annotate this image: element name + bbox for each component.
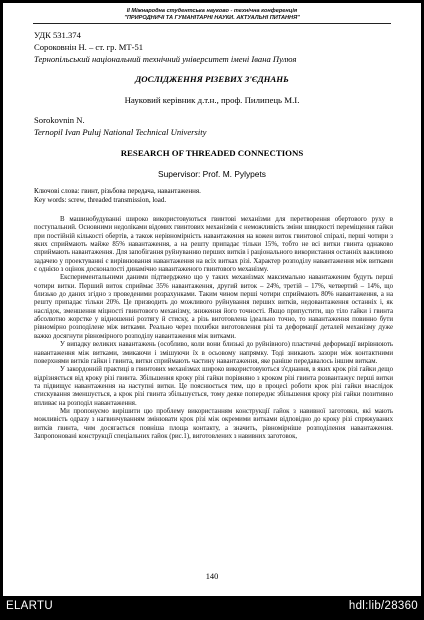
header-divider	[33, 23, 391, 24]
title-en: RESEARCH OF THREADED CONNECTIONS	[120, 148, 304, 158]
supervisor-en: Supervisor: Prof. M. Pylypets	[158, 169, 266, 179]
author-en: Sorokovnin N.	[34, 115, 85, 125]
author-ua: Сороковнін Н. – ст. гр. МТ-51	[34, 42, 144, 52]
title-ua: ДОСЛІДЖЕННЯ РІЗЕВИХ З'ЄДНАНЬ	[135, 74, 289, 84]
paragraph: Експериментальними даними підтверджено що у таких механізмах максимально навантаженим будуть перші чотири витки. Перший виток сприймає 35% навантаження, другий виток – 24%, третій – 17%, четвертий – 14%, що близько до даних згідно з проведеними розрахунками. Таким чином перші чотири сприймають 80% навантаження, а на решту припадає тільки 20%. Це призводить до можливого руйнування перших витків, недовантаження останніх і, як наслідок, зменшення міцності гвинтового механізму, зниження його точності. Якщо припустити, що тіло гайки і гвинта абсолютно жорстке у відношенні розтягу й стиску, а різь виготовлена ідеально точно, то навантаження повинно бути рівномірно розподілене між витками. Реально через похибки виготовлення різі та деформації деталей механізму дуже важко досягнути рівномірного розподілу навантаження між витками.	[34, 274, 393, 340]
udc-code: УДК 531.374	[34, 30, 81, 40]
paragraph: Ми пропонуємо вирішити цю проблему використанням конструкції гайок з навивної заготовки, які мають можливість одразу з нагвинчуванням змінювати крок різі між окремими витками відповідно до кроку різі спряжуваних витків гвинта, чим досягається повніша площа контакту, а значить, рівномірніше розподілення навантаження. Запропоновані конструкції спеціальних гайок (рис.1), виготовлених з навивних заготовок,	[34, 407, 393, 440]
supervisor-ua: Науковий керівник д.т.н., проф. Пилипець М.І.	[124, 95, 300, 105]
conference-line-1: II Міжнародна студентська науково - технічна конференція	[126, 8, 298, 14]
conference-line-2: "ПРИРОДНИЧІ ТА ГУМАНІТАРНІ НАУКИ. АКТУАЛЬНІ ПИТАННЯ"	[124, 14, 300, 21]
page-number: 140	[205, 572, 219, 581]
handle-id: hdl:lib/28360	[348, 600, 418, 612]
document-page	[3, 3, 421, 596]
paragraph: У закордонній практиці в гвинтових механізмах широко використовуються з'єднання, в яких крок різі гайки дещо відрізняється від кроку різі гвинта. Збільшення кроку різі гайки порівняно з кроком різі гвинта розвантажує перші витки та підвищує навантаження на наступні витки. Це пояснюється тим, що в процесі роботи крок різі гайки внаслідок стискування зменшується, а крок різі гвинта збільшується, тому деяке попереднє збільшення кроку різі гайки позитивно впливає на розподіл навантаження.	[34, 366, 393, 407]
keywords-ua: Ключові слова: гвинт, різьбова передача, навантаження.	[34, 187, 201, 195]
university-en: Ternopil Ivan Puluj National Technical University	[34, 127, 207, 137]
paragraph: В машинобудуванні широко використовуються гвинтові механізми для перетворення обертового руху в поступальний. Основними недоліками відомих гвинтових механізмів є неможливість зміни швидкості переміщення гайки при постійній кількості обертів, а також нерівномірність навантаження на кожен виток гвинтової спіралі, перші чотири з яких сприймають майже 85% навантаження, а на решту припадає тільки 15%, тобто не всі витки гвинта однаково сприймають навантаження. Для запобігання руйнуванню перших витків і раціонального використання останніх важливою задачею у проектуванні є вирівнювання навантаження на всіх витках різі. Характер розподілу навантаження між витками є однією з оцінок досконалості динамічно навантаженого гвинтового механізму.	[34, 216, 393, 274]
body-text	[34, 216, 393, 441]
university-ua: Тернопільський національний технічний університет імені Івана Пулюя	[34, 54, 297, 64]
paragraph: У випадку великих навантажень (особливо, коли вони близькі до руйнівного) пластичні деформації вирівнюють навантаження між витками, змикаючи і змішуючи їх в осьовому напрямку. Тоді зникають зазори між контактними поверхнями витків гайки і гвинта, витки сприймають частину навантаження, яке раніше передавалось іншим виткам.	[34, 341, 393, 365]
keywords-en: Key words: screw, threaded transmission, load.	[34, 196, 167, 204]
repository-label: ELARTU	[6, 600, 53, 612]
conference-header	[3, 8, 421, 21]
